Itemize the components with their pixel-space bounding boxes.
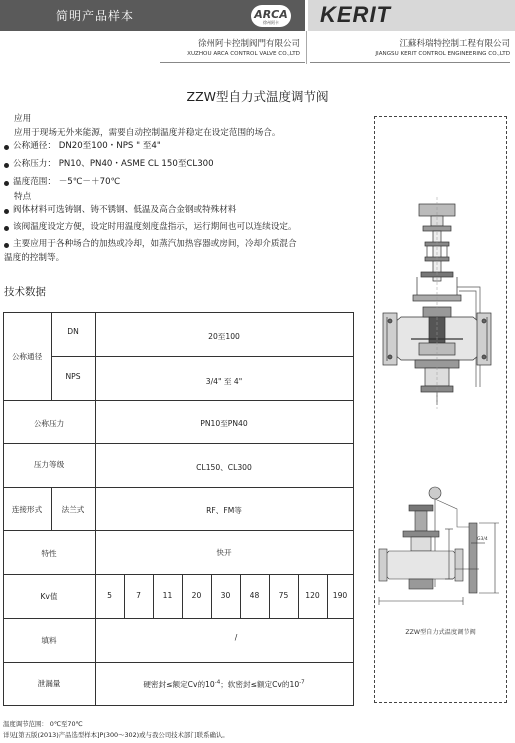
page-title: ZZW型自力式温度调节阀 xyxy=(186,89,329,104)
table-rule xyxy=(3,487,353,488)
header-rule-right xyxy=(310,62,510,63)
kv-value: 7 xyxy=(136,591,141,600)
kv-value: 11 xyxy=(162,591,173,600)
packing-label: 填料 xyxy=(41,636,57,645)
feature-item: 该阀温度设定方便，设定时用温度刻度盘指示，运行期间也可以连续设定。 xyxy=(13,222,297,232)
drawing-panel xyxy=(374,116,507,703)
pressure-class-value: CL150、CL300 xyxy=(196,463,252,472)
application-text: 应用于现场无外来能源，需要自动控制温度并稳定在设定范围的场合。 xyxy=(14,128,281,138)
arca-logo xyxy=(251,5,291,27)
footer-temperature-note: 温度调节范围： 0℃至70℃ xyxy=(3,720,83,728)
pressure-label: 公称压力 xyxy=(33,419,65,428)
bullet-dot xyxy=(4,145,9,150)
feature-continuation: 温度的控制等。 xyxy=(4,253,65,263)
tech-data-table xyxy=(3,312,354,706)
bullet-dot xyxy=(4,243,9,248)
connection-sublabel: 法兰式 xyxy=(61,505,85,514)
figure-caption: ZZW型自力式温度调节阀 xyxy=(405,629,476,636)
company-right-en: JIANGSU KERIT CONTROL ENGINEERING CO.,LTD xyxy=(375,51,510,57)
bullet-dot xyxy=(4,181,9,186)
leakage-label: 泄漏量 xyxy=(37,679,61,688)
arca-logo-text: ARCA xyxy=(254,8,288,21)
table-rule xyxy=(3,530,353,531)
catalog-title: 简明产品样本 xyxy=(56,9,135,23)
features-heading: 特点 xyxy=(14,192,32,202)
table-rule xyxy=(51,356,353,357)
arca-logo-subtext: 徐州阿卡 xyxy=(263,20,279,25)
valve-assembly-drawing xyxy=(379,487,499,605)
spec-temperature-range: 温度范围： －5℃－＋70℃ xyxy=(13,177,121,187)
application-heading: 应用 xyxy=(14,114,32,124)
company-right-cn: 江蘇科瑞特控制工程有限公司 xyxy=(399,39,510,49)
dn-label: DN xyxy=(67,327,79,336)
kv-value: 75 xyxy=(278,591,289,600)
feature-item: 主要应用于各种场合的加热或冷却，如蒸汽加热容器或房间，冷却介质混合 xyxy=(13,239,297,249)
characteristic-value: 快开 xyxy=(216,548,232,557)
connection-value: RF、FM等 xyxy=(206,506,242,515)
table-rule xyxy=(3,662,353,663)
spec-nominal-size: 公称通径： DN20至100・NPS " 至4" xyxy=(13,141,161,151)
table-border xyxy=(3,705,354,706)
table-rule xyxy=(3,400,353,401)
kv-label: Kv值 xyxy=(40,592,58,601)
packing-value: / xyxy=(234,633,238,642)
company-left-cn: 徐州阿卡控制阀門有限公司 xyxy=(197,39,300,49)
valve-section-drawing xyxy=(383,197,491,409)
leakage-value: 硬密封≤额定Cv的$10^{-4}$；软密封≤额定Cv的$10^{-7}$ xyxy=(143,679,305,689)
table-border xyxy=(353,312,354,706)
header-rule-left xyxy=(160,62,305,63)
kv-value: 120 xyxy=(305,591,320,600)
kv-value: 190 xyxy=(332,591,348,600)
table-rule xyxy=(51,312,52,400)
nps-label: NPS xyxy=(65,372,81,381)
header-divider xyxy=(306,31,307,64)
connection-label: 连接形式 xyxy=(11,505,43,514)
characteristic-label: 特性 xyxy=(41,549,57,558)
feature-item: 阀体材料可选铸钢、铸不锈钢、低温及高合金钢或特殊材料 xyxy=(13,205,237,215)
dn-value: 20至100 xyxy=(208,332,240,341)
kv-value: 20 xyxy=(191,591,202,600)
pressure-class-label: 压力等级 xyxy=(33,460,65,469)
kv-value: 5 xyxy=(107,591,112,600)
table-rule xyxy=(3,443,353,444)
bullet-dot xyxy=(4,209,9,214)
nominal-size-label: 公称通径 xyxy=(11,352,43,361)
footer-reference-note: 详见[第五版(2013)产品选型样本]P(300～302)或与我公司技术部门联系确认。 xyxy=(3,731,229,739)
spec-nominal-pressure: 公称压力： PN10、PN40・ASME CL 150至CL300 xyxy=(13,159,214,169)
dimension-label: G3/4 xyxy=(477,537,488,542)
kv-value: 30 xyxy=(220,591,231,600)
table-rule xyxy=(3,618,353,619)
table-rule xyxy=(3,574,353,575)
valve-drawings xyxy=(375,117,506,702)
bullet-dot xyxy=(4,163,9,168)
nps-value: 3/4" 至 4" xyxy=(205,377,243,386)
bullet-dot xyxy=(4,226,9,231)
tech-data-heading: 技术数据 xyxy=(4,286,46,298)
company-left-en: XUZHOU ARCA CONTROL VALVE CO.,LTD xyxy=(187,51,300,57)
table-border xyxy=(3,312,354,313)
kerit-logo: KERIT xyxy=(320,2,391,27)
kv-value: 48 xyxy=(249,591,260,600)
pressure-value: PN10至PN40 xyxy=(200,419,248,428)
